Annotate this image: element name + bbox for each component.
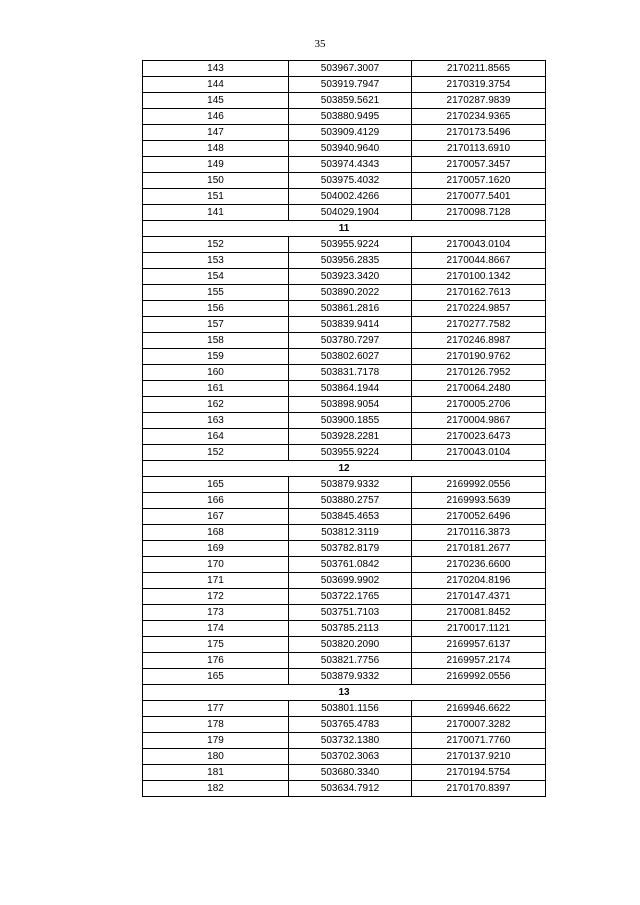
y-coordinate-cell: 2170162.7613: [412, 285, 546, 301]
table-row: [143, 365, 546, 381]
table-row: [143, 477, 546, 493]
x-coordinate-cell: 503839.9414: [289, 317, 412, 333]
point-number-cell: 145: [143, 93, 289, 109]
point-number-cell: 144: [143, 77, 289, 93]
y-coordinate-cell: 2169957.6137: [412, 637, 546, 653]
point-number-cell: 152: [143, 445, 289, 461]
y-coordinate-cell: 2170007.3282: [412, 717, 546, 733]
y-coordinate-cell: 2170277.7582: [412, 317, 546, 333]
x-coordinate-cell: 503861.2816: [289, 301, 412, 317]
table-row: [143, 141, 546, 157]
point-number-cell: 181: [143, 765, 289, 781]
x-coordinate-cell: 503722.1765: [289, 589, 412, 605]
y-coordinate-cell: 2170147.4371: [412, 589, 546, 605]
y-coordinate-cell: 2169946.6622: [412, 701, 546, 717]
table-row: [143, 269, 546, 285]
x-coordinate-cell: 503802.6027: [289, 349, 412, 365]
x-coordinate-cell: 503879.9332: [289, 477, 412, 493]
table-row: [143, 109, 546, 125]
y-coordinate-cell: 2170017.1121: [412, 621, 546, 637]
y-coordinate-cell: 2170057.3457: [412, 157, 546, 173]
page-number: 35: [314, 38, 326, 50]
x-coordinate-cell: 503782.8179: [289, 541, 412, 557]
y-coordinate-cell: 2170224.9857: [412, 301, 546, 317]
x-coordinate-cell: 503732.1380: [289, 733, 412, 749]
point-number-cell: 148: [143, 141, 289, 157]
x-coordinate-cell: 503821.7756: [289, 653, 412, 669]
table-row: [143, 589, 546, 605]
table-row: [143, 157, 546, 173]
table-row: [143, 317, 546, 333]
table-row: [143, 525, 546, 541]
point-number-cell: 179: [143, 733, 289, 749]
point-number-cell: 152: [143, 237, 289, 253]
x-coordinate-cell: 503765.4783: [289, 717, 412, 733]
point-number-cell: 141: [143, 205, 289, 221]
x-coordinate-cell: 503801.1156: [289, 701, 412, 717]
x-coordinate-cell: 503831.7178: [289, 365, 412, 381]
table-row: [143, 557, 546, 573]
y-coordinate-cell: 2170137.9210: [412, 749, 546, 765]
x-coordinate-cell: 503880.2757: [289, 493, 412, 509]
y-coordinate-cell: 2170173.5496: [412, 125, 546, 141]
point-number-cell: 155: [143, 285, 289, 301]
point-number-cell: 176: [143, 653, 289, 669]
point-number-cell: 166: [143, 493, 289, 509]
y-coordinate-cell: 2169992.0556: [412, 477, 546, 493]
x-coordinate-cell: 503909.4129: [289, 125, 412, 141]
x-coordinate-cell: 503900.1855: [289, 413, 412, 429]
group-header-row: [143, 461, 546, 477]
point-number-cell: 165: [143, 477, 289, 493]
x-coordinate-cell: 503634.7912: [289, 781, 412, 797]
table-row: [143, 93, 546, 109]
table-row: [143, 621, 546, 637]
coordinates-table: [142, 60, 546, 797]
y-coordinate-cell: 2170116.3873: [412, 525, 546, 541]
table-row: [143, 749, 546, 765]
x-coordinate-cell: 503975.4032: [289, 173, 412, 189]
x-coordinate-cell: 503820.2090: [289, 637, 412, 653]
table-row: [143, 701, 546, 717]
x-coordinate-cell: 503928.2281: [289, 429, 412, 445]
y-coordinate-cell: 2170005.2706: [412, 397, 546, 413]
table-row: [143, 765, 546, 781]
group-number: 13: [143, 685, 546, 701]
y-coordinate-cell: 2170194.5754: [412, 765, 546, 781]
point-number-cell: 172: [143, 589, 289, 605]
point-number-cell: 153: [143, 253, 289, 269]
y-coordinate-cell: 2170234.9365: [412, 109, 546, 125]
y-coordinate-cell: 2170319.3754: [412, 77, 546, 93]
x-coordinate-cell: 503898.9054: [289, 397, 412, 413]
x-coordinate-cell: 503956.2835: [289, 253, 412, 269]
table-row: [143, 349, 546, 365]
table-row: [143, 189, 546, 205]
x-coordinate-cell: 503880.9495: [289, 109, 412, 125]
y-coordinate-cell: 2170190.9762: [412, 349, 546, 365]
table-row: [143, 285, 546, 301]
table-row: [143, 61, 546, 77]
table-row: [143, 541, 546, 557]
table-row: [143, 509, 546, 525]
table-row: [143, 205, 546, 221]
group-header-row: [143, 685, 546, 701]
table-row: [143, 669, 546, 685]
table-row: [143, 429, 546, 445]
point-number-cell: 175: [143, 637, 289, 653]
point-number-cell: 160: [143, 365, 289, 381]
point-number-cell: 163: [143, 413, 289, 429]
y-coordinate-cell: 2170181.2677: [412, 541, 546, 557]
table-row: [143, 637, 546, 653]
point-number-cell: 162: [143, 397, 289, 413]
x-coordinate-cell: 503890.2022: [289, 285, 412, 301]
x-coordinate-cell: 503859.5621: [289, 93, 412, 109]
point-number-cell: 149: [143, 157, 289, 173]
table-row: [143, 77, 546, 93]
y-coordinate-cell: 2170236.6600: [412, 557, 546, 573]
point-number-cell: 170: [143, 557, 289, 573]
point-number-cell: 178: [143, 717, 289, 733]
x-coordinate-cell: 503751.7103: [289, 605, 412, 621]
y-coordinate-cell: 2170211.8565: [412, 61, 546, 77]
y-coordinate-cell: 2170081.8452: [412, 605, 546, 621]
x-coordinate-cell: 503864.1944: [289, 381, 412, 397]
y-coordinate-cell: 2170113.6910: [412, 141, 546, 157]
y-coordinate-cell: 2170043.0104: [412, 237, 546, 253]
y-coordinate-cell: 2170098.7128: [412, 205, 546, 221]
table-row: [143, 381, 546, 397]
x-coordinate-cell: 503919.7947: [289, 77, 412, 93]
group-number: 11: [143, 221, 546, 237]
table-row: [143, 413, 546, 429]
y-coordinate-cell: 2170287.9839: [412, 93, 546, 109]
table-row: [143, 397, 546, 413]
table-row: [143, 493, 546, 509]
y-coordinate-cell: 2170071.7760: [412, 733, 546, 749]
y-coordinate-cell: 2170004.9867: [412, 413, 546, 429]
table-row: [143, 653, 546, 669]
y-coordinate-cell: 2170100.1342: [412, 269, 546, 285]
point-number-cell: 154: [143, 269, 289, 285]
point-number-cell: 151: [143, 189, 289, 205]
point-number-cell: 158: [143, 333, 289, 349]
x-coordinate-cell: 503879.9332: [289, 669, 412, 685]
y-coordinate-cell: 2170043.0104: [412, 445, 546, 461]
point-number-cell: 174: [143, 621, 289, 637]
x-coordinate-cell: 503702.3063: [289, 749, 412, 765]
y-coordinate-cell: 2170077.5401: [412, 189, 546, 205]
x-coordinate-cell: 503812.3119: [289, 525, 412, 541]
y-coordinate-cell: 2170044.8667: [412, 253, 546, 269]
x-coordinate-cell: 503923.3420: [289, 269, 412, 285]
x-coordinate-cell: 503780.7297: [289, 333, 412, 349]
group-header-row: [143, 221, 546, 237]
point-number-cell: 146: [143, 109, 289, 125]
x-coordinate-cell: 503955.9224: [289, 237, 412, 253]
x-coordinate-cell: 503974.4343: [289, 157, 412, 173]
point-number-cell: 180: [143, 749, 289, 765]
x-coordinate-cell: 503967.3007: [289, 61, 412, 77]
table-row: [143, 781, 546, 797]
point-number-cell: 159: [143, 349, 289, 365]
y-coordinate-cell: 2170204.8196: [412, 573, 546, 589]
point-number-cell: 177: [143, 701, 289, 717]
table-row: [143, 125, 546, 141]
point-number-cell: 168: [143, 525, 289, 541]
y-coordinate-cell: 2170057.1620: [412, 173, 546, 189]
table-row: [143, 733, 546, 749]
table-row: [143, 333, 546, 349]
x-coordinate-cell: 503699.9902: [289, 573, 412, 589]
x-coordinate-cell: 503940.9640: [289, 141, 412, 157]
y-coordinate-cell: 2170126.7952: [412, 365, 546, 381]
x-coordinate-cell: 504029.1904: [289, 205, 412, 221]
x-coordinate-cell: 504002.4266: [289, 189, 412, 205]
group-number: 12: [143, 461, 546, 477]
y-coordinate-cell: 2169992.0556: [412, 669, 546, 685]
y-coordinate-cell: 2170170.8397: [412, 781, 546, 797]
table-row: [143, 253, 546, 269]
point-number-cell: 147: [143, 125, 289, 141]
y-coordinate-cell: 2170023.6473: [412, 429, 546, 445]
y-coordinate-cell: 2170064.2480: [412, 381, 546, 397]
point-number-cell: 171: [143, 573, 289, 589]
point-number-cell: 165: [143, 669, 289, 685]
x-coordinate-cell: 503955.9224: [289, 445, 412, 461]
point-number-cell: 150: [143, 173, 289, 189]
point-number-cell: 173: [143, 605, 289, 621]
x-coordinate-cell: 503761.0842: [289, 557, 412, 573]
table-row: [143, 717, 546, 733]
x-coordinate-cell: 503680.3340: [289, 765, 412, 781]
coordinates-table-body: [143, 61, 546, 797]
point-number-cell: 169: [143, 541, 289, 557]
table-row: [143, 605, 546, 621]
point-number-cell: 157: [143, 317, 289, 333]
y-coordinate-cell: 2170246.8987: [412, 333, 546, 349]
point-number-cell: 167: [143, 509, 289, 525]
x-coordinate-cell: 503845.4653: [289, 509, 412, 525]
y-coordinate-cell: 2170052.6496: [412, 509, 546, 525]
point-number-cell: 164: [143, 429, 289, 445]
point-number-cell: 156: [143, 301, 289, 317]
point-number-cell: 143: [143, 61, 289, 77]
y-coordinate-cell: 2169993.5639: [412, 493, 546, 509]
point-number-cell: 182: [143, 781, 289, 797]
x-coordinate-cell: 503785.2113: [289, 621, 412, 637]
y-coordinate-cell: 2169957.2174: [412, 653, 546, 669]
table-row: [143, 445, 546, 461]
table-row: [143, 301, 546, 317]
table-row: [143, 173, 546, 189]
point-number-cell: 161: [143, 381, 289, 397]
table-row: [143, 237, 546, 253]
table-row: [143, 573, 546, 589]
